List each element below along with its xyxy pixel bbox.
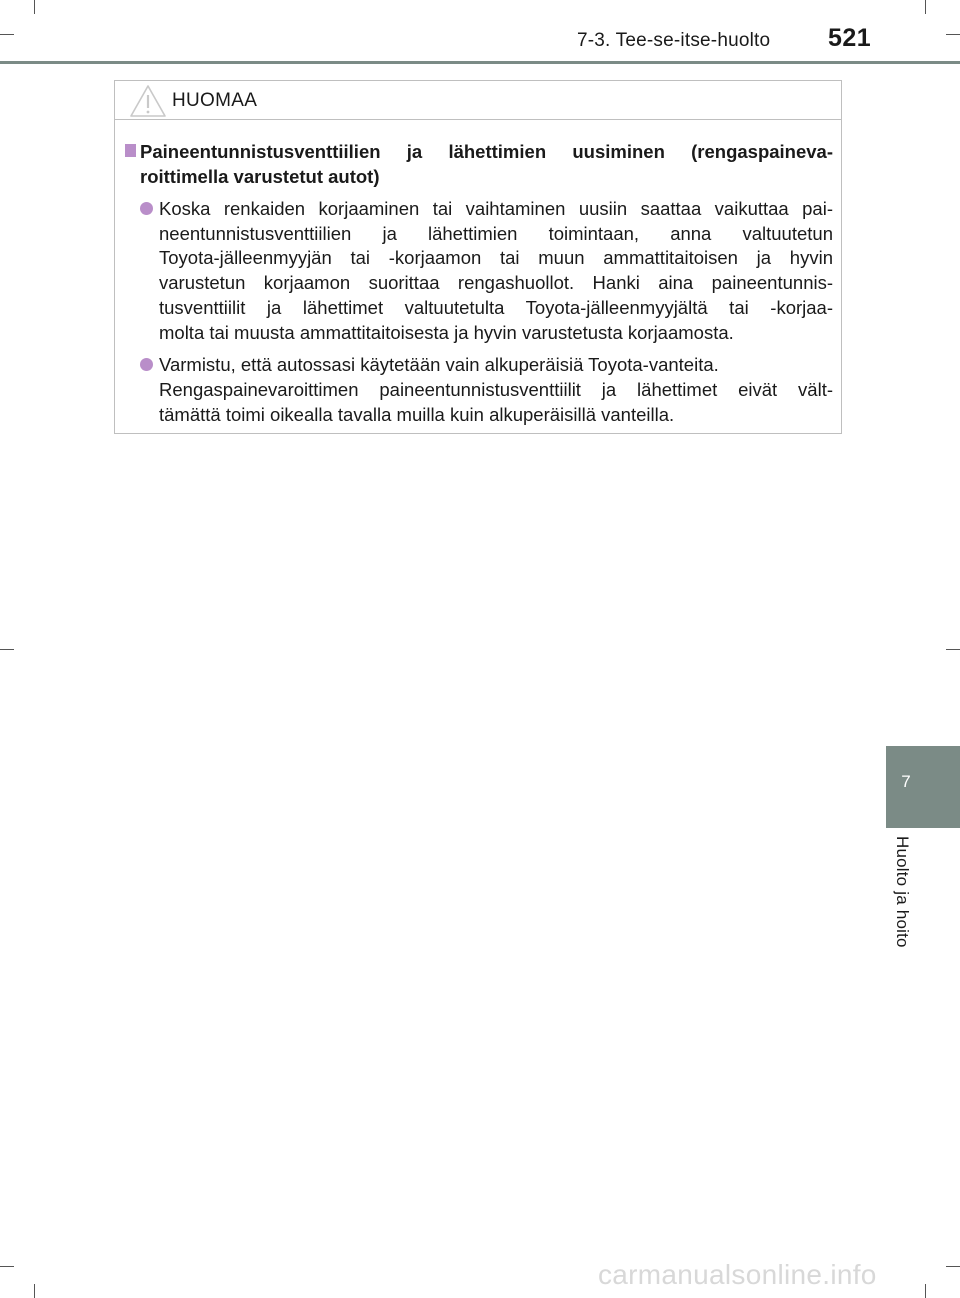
list-item (140, 353, 833, 427)
text-line: molta tai muusta ammattitaitoisesta ja hyvin varustetusta korjaamosta. (159, 321, 734, 343)
chapter-tab (886, 746, 960, 828)
list-item (140, 197, 833, 345)
heading-line: Paineentunnistusventtiilien ja lähettimien uusiminen (rengaspaineva- (140, 141, 833, 162)
notice-header (115, 81, 841, 120)
crop-mark (0, 34, 14, 35)
crop-mark (925, 1284, 926, 1298)
page-number: 521 (828, 24, 872, 52)
chapter-title: Huolto ja hoito (893, 836, 912, 948)
crop-mark (925, 0, 926, 14)
round-bullet-icon (140, 358, 153, 371)
text-line: varustetun korjaamon suorittaa rengashuollot. Hanki aina paineentunnis- (159, 272, 833, 294)
text-line: Rengaspainevaroittimen paineentunnistusventtiilit ja lähettimet eivät vält- (159, 378, 833, 400)
crop-mark (946, 34, 960, 35)
text-line: tusventtiilit ja lähettimet valtuutetulta Toyota-jälleenmyyjältä tai -korjaa- (159, 296, 833, 318)
notice-body (125, 139, 833, 427)
crop-mark (34, 1284, 35, 1298)
square-bullet-icon (125, 144, 136, 157)
notice-heading (125, 139, 833, 189)
round-bullet-icon (140, 202, 153, 215)
text-line: neentunnistusventtiilien ja lähettimien toimintaan, anna valtuutetun (159, 222, 833, 244)
heading-line: roittimella varustetut autot) (140, 166, 380, 187)
crop-mark (0, 649, 14, 650)
header-divider (0, 61, 960, 64)
chapter-label (892, 836, 916, 976)
chapter-number: 7 (901, 772, 911, 791)
section-title: 7-3. Tee-se-itse-huolto (577, 30, 771, 51)
warning-triangle-icon (129, 84, 167, 118)
crop-mark (946, 1266, 960, 1267)
text-line: Toyota-jälleenmyyjän tai -korjaamon tai muun ammattitaitoisen ja hyvin (159, 247, 833, 269)
crop-mark (0, 1266, 14, 1267)
crop-mark (34, 0, 35, 14)
watermark: carmanualsonline.info (598, 1259, 877, 1290)
text-line: Varmistu, että autossasi käytetään vain alkuperäisiä Toyota-vanteita. (159, 354, 719, 376)
crop-mark (946, 649, 960, 650)
text-line: Koska renkaiden korjaaminen tai vaihtaminen uusiin saattaa vaikuttaa pai- (159, 198, 833, 219)
text-line: tämättä toimi oikealla tavalla muilla kuin alkuperäisillä vanteilla. (159, 403, 675, 425)
notice-title: HUOMAA (172, 90, 258, 111)
notice-box (114, 80, 842, 434)
